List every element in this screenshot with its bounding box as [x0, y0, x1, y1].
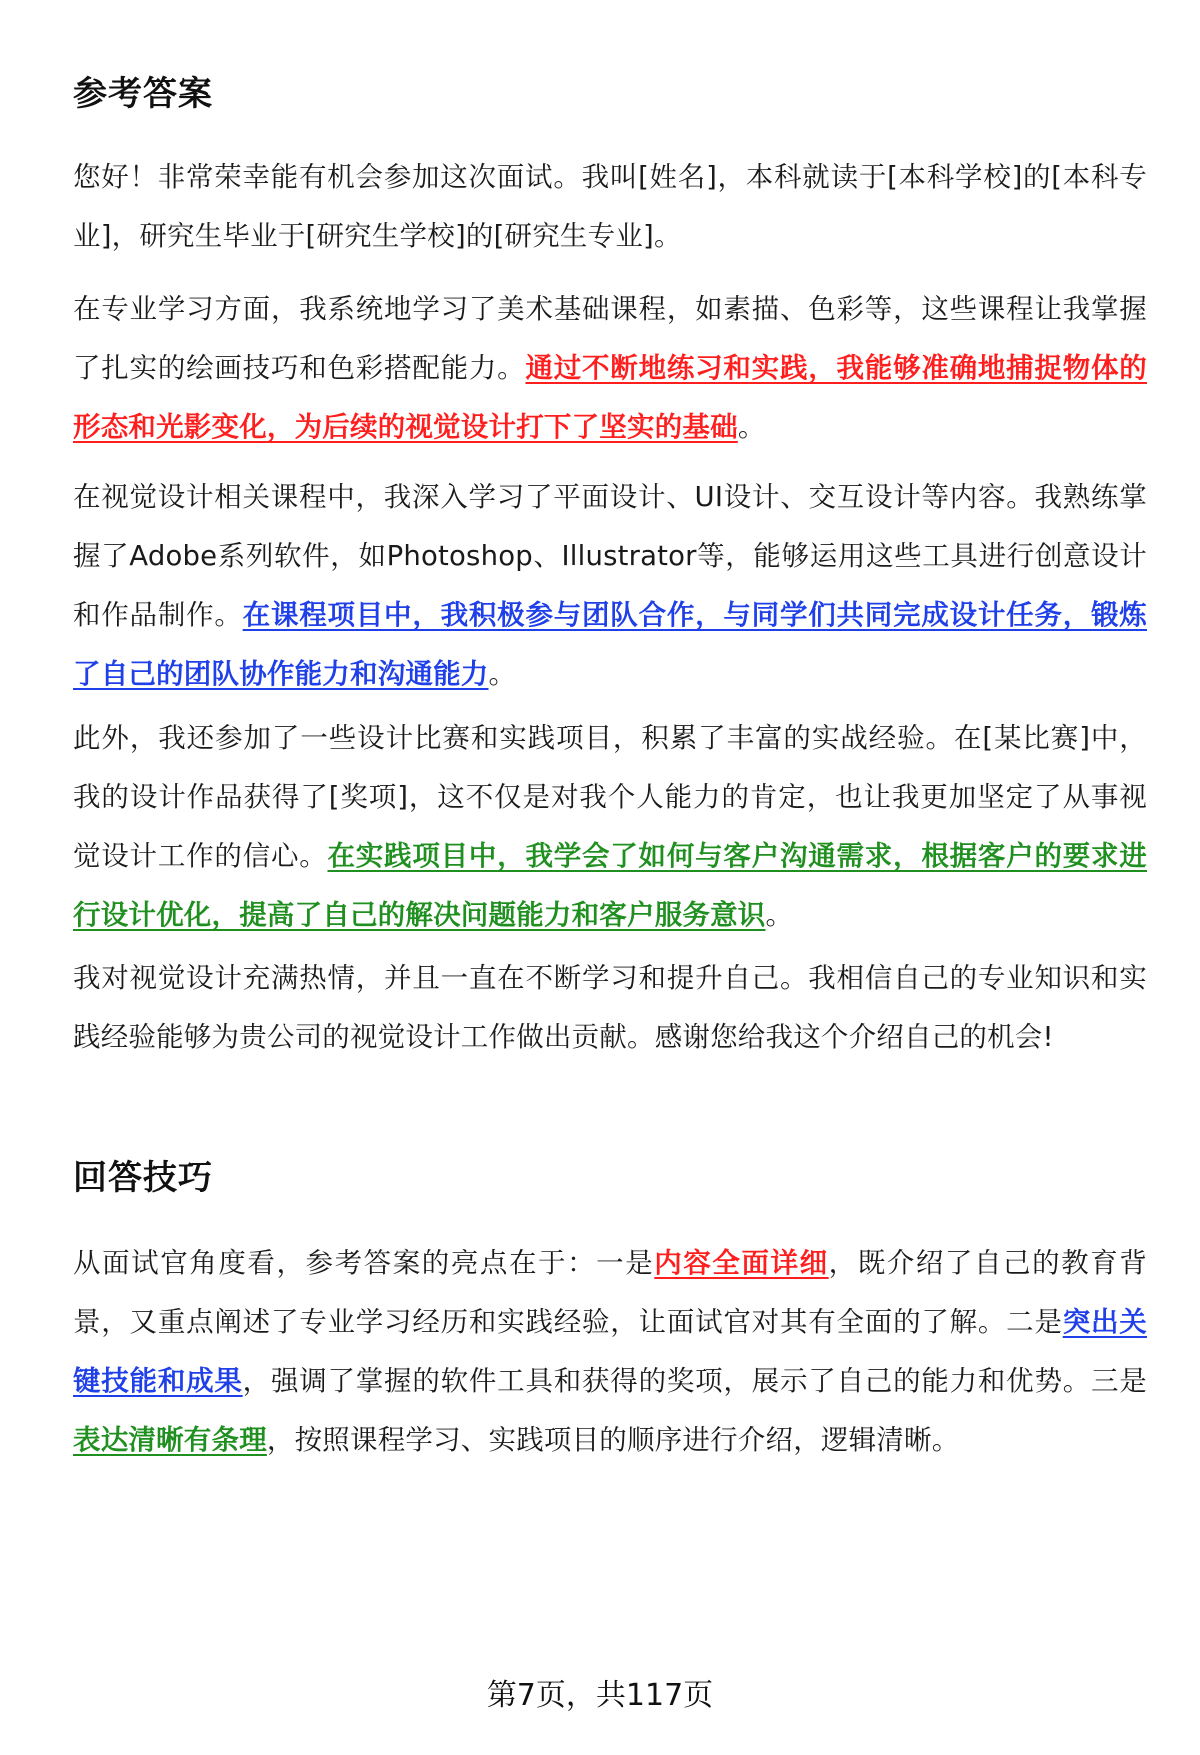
answer-paragraph-1: 您好！非常荣幸能有机会参加这次面试。我叫[姓名]，本科就读于[本科学校]的[本科专业]，研究生毕业于[研究生学校]的[研究生专业]。 — [73, 161, 1147, 252]
tips-paragraph — [73, 1234, 1147, 1470]
paragraph-end: 。 — [765, 899, 794, 931]
answer-paragraph-4 — [73, 709, 1147, 945]
tips-heading: 回答技巧 — [73, 1158, 213, 1198]
tips-highlight-2: 突出关键技能和成果 — [73, 1306, 1147, 1397]
tips-text-2: ，既介绍了自己的教育背景，又重点阐述了专业学习经历和实践经验，让面试官对其有全面的了解。二是 — [73, 1247, 1148, 1338]
page-number: 第7页，共117页 — [486, 1678, 714, 1713]
tips-text-1: 从面试官角度看，参考答案的亮点在于：一是 — [73, 1247, 655, 1279]
answer-paragraph-2 — [73, 280, 1147, 457]
tips-text-4: ，按照课程学习、实践项目的顺序进行介绍，逻辑清晰。 — [266, 1424, 960, 1456]
tips-highlight-3: 表达清晰有条理 — [73, 1424, 267, 1456]
tips-text-3: ，强调了掌握的软件工具和获得的奖项，展示了自己的能力和优势。三是 — [242, 1365, 1147, 1397]
paragraph-text: 在专业学习方面，我系统地学习了美术基础课程，如素描、色彩等，这些课程让我掌握了扎实的绘画技巧和色彩搭配能力。 — [73, 293, 1147, 384]
paragraph-end: 。 — [488, 658, 517, 690]
highlight-green: 在实践项目中，我学会了如何与客户沟通需求，根据客户的要求进行设计优化，提高了自己的解决问题能力和客户服务意识 — [73, 840, 1147, 931]
answer-paragraph-5: 我对视觉设计充满热情，并且一直在不断学习和提升自己。我相信自己的专业知识和实践经验能够为贵公司的视觉设计工作做出贡献。感谢您给我这个介绍自己的机会! — [73, 962, 1147, 1053]
paragraph-text: 在视觉设计相关课程中，我深入学习了平面设计、UI设计、交互设计等内容。我熟练掌握了Adobe系列软件，如Photoshop、Illustrator等，能够运用这些工具进行创意设计和作品制作。 — [73, 481, 1147, 631]
answer-paragraph-3 — [73, 468, 1147, 704]
tips-highlight-1: 内容全面详细 — [654, 1247, 829, 1279]
highlight-red: 通过不断地练习和实践，我能够准确地捕捉物体的形态和光影变化，为后续的视觉设计打下了坚实的基础 — [73, 352, 1147, 443]
paragraph-text: 此外，我还参加了一些设计比赛和实践项目，积累了丰富的实战经验。在[某比赛]中，我的设计作品获得了[奖项]，这不仅是对我个人能力的肯定，也让我更加坚定了从事视觉设计工作的信心。 — [73, 722, 1147, 872]
paragraph-end: 。 — [737, 411, 766, 443]
answer-heading: 参考答案 — [73, 74, 213, 114]
highlight-blue: 在课程项目中，我积极参与团队合作，与同学们共同完成设计任务，锻炼了自己的团队协作能力和沟通能力 — [73, 599, 1147, 690]
